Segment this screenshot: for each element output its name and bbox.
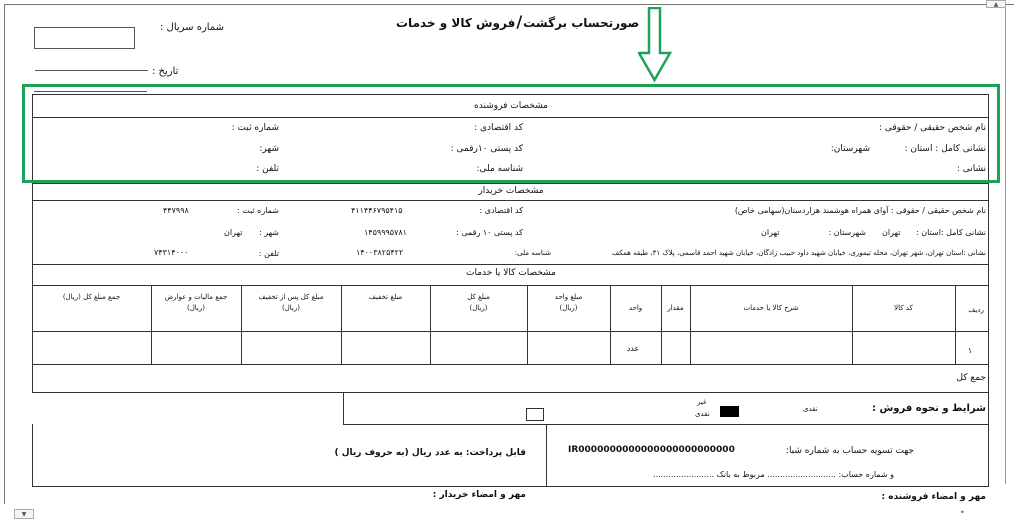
goods-column-header: جمع مبلغ کل (ریال) <box>62 293 121 301</box>
goods-column-header: واحد <box>628 304 643 312</box>
seller-name-label: نام شخص حقیقی / حقوقی : <box>878 123 986 133</box>
buyer-section-title: مشخصات خریدار <box>478 186 544 196</box>
buyer-registration-label: شماره ثبت : <box>236 206 279 215</box>
scroll-up-icon: ▲ <box>993 1 999 8</box>
page-right-border <box>1005 4 1006 484</box>
buyer-address-full-label: نشانی کامل :استان : <box>916 228 986 237</box>
goods-column-header: مبلغ تخفیف <box>368 293 403 301</box>
buyer-top-line <box>32 183 989 184</box>
payment-right-edge <box>988 424 989 486</box>
buyer-city-label: شهر : <box>258 228 279 237</box>
page-top-border <box>4 4 1014 5</box>
buyer-county-label: شهرستان : <box>828 228 866 237</box>
buyer-economic-code-value: ۴۱۱۴۴۶۷۹۵۴۱۵ <box>351 206 403 215</box>
goods-column-header: شرح کالا یا خدمات <box>743 304 799 312</box>
goods-row-number: ۱ <box>967 346 973 355</box>
buyer-phone-value: ۷۴۳۱۴۰۰۰ <box>154 248 189 257</box>
buyer-name-row: نام شخص حقیقی / حقوقی : آوای همراه هوشمند هزاردستان(سهامی خاص) <box>734 206 986 215</box>
buyer-address-value: نشانی :استان تهران، شهر تهران، محله تیموری، خیابان شهید داود حبیب زادگان، خیابان شهید احمد قاسمی، پلاک ۳۱، طبقه همکف <box>612 249 986 257</box>
goods-column-divider <box>852 285 853 365</box>
serial-number-field[interactable] <box>34 27 135 49</box>
cash-label: نقدی <box>803 405 818 413</box>
seller-address-full-label: نشانی کامل : استان : <box>904 144 986 154</box>
date-label: تاریخ : <box>152 66 179 77</box>
goods-column-header: جمع مالیات و عوارض (ریال) <box>164 293 228 312</box>
goods-column-divider <box>955 285 956 365</box>
goods-column-header: مبلغ کل (ریال) <box>467 293 490 312</box>
goods-column-header: مقدار <box>667 304 684 312</box>
buyer-postal-label: کد پستی ۱۰ رقمی : <box>456 228 523 237</box>
goods-column-divider <box>661 285 662 365</box>
buyer-economic-code-label: کد اقتصادی : <box>479 206 523 215</box>
payment-left-edge <box>32 424 33 486</box>
seller-highlight-frame <box>22 84 1000 183</box>
seller-postal-label: کد پستی ۱۰رقمی : <box>450 144 523 154</box>
buyer-phone-label: تلفن : <box>258 249 279 258</box>
seller-section-title: مشخصات فروشنده <box>474 101 548 111</box>
settle-label: جهت تسویه حساب به شماره شبا: <box>785 446 914 456</box>
cash-checkbox-checked[interactable] <box>720 406 739 417</box>
buyer-national-id-value: ۱۴۰۰۳۸۲۵۴۲۲ <box>356 248 404 257</box>
buyer-postal-value: ۱۴۵۹۹۹۵۷۸۱ <box>364 228 407 237</box>
serial-label: شماره سریال : <box>160 22 224 33</box>
account-label: و شماره حساب: ........................... مربوط به بانک ........................ <box>653 470 894 479</box>
seller-registration-label: شماره ثبت : <box>231 123 279 133</box>
goods-title-line <box>32 285 989 286</box>
down-arrow-icon <box>638 7 672 83</box>
non-label: غیر <box>697 398 707 406</box>
buyer-registration-value: ۴۴۷۹۹۸ <box>163 206 189 215</box>
scroll-up-button[interactable] <box>986 0 1006 8</box>
date-line <box>35 70 148 71</box>
buyer-signature-label: مهر و امضاء خریدار : <box>432 490 526 500</box>
non-cash-checkbox[interactable] <box>526 408 544 421</box>
goods-row-bottom-line <box>32 364 989 365</box>
seller-county-label: شهرستان: <box>830 144 870 154</box>
goods-column-divider <box>690 285 691 365</box>
seller-phone-label: تلفن : <box>256 164 279 174</box>
goods-column-header: ردیف <box>968 306 984 314</box>
payable-label: قابل پرداخت: به عدد ریال (به حروف ریال ) <box>334 448 526 458</box>
seller-city-label: شهر: <box>259 144 279 154</box>
buyer-county-value: تهران <box>761 228 780 237</box>
non-cash-label: نقدی <box>695 410 710 418</box>
goods-row-unit: عدد <box>626 344 640 353</box>
terms-left-edge <box>343 392 344 424</box>
slash-mark: / <box>516 12 523 31</box>
payment-bottom-line <box>32 486 989 487</box>
document-title: صورتحساب برگشت/فروش کالا و خدمات <box>396 12 640 31</box>
seller-national-id-label: شناسه ملی: <box>476 164 523 174</box>
scroll-down-button[interactable] <box>14 509 34 519</box>
goods-header-bottom-line <box>32 331 989 332</box>
seller-economic-code-label: کد اقتصادی : <box>474 123 523 133</box>
buyer-province-value: تهران <box>882 228 901 237</box>
seller-address-label: نشانی : <box>956 164 986 174</box>
buyer-title-line <box>32 200 989 201</box>
goods-column-divider <box>610 285 611 365</box>
sale-terms-label: شرایط و نحوه فروش : <box>871 403 986 414</box>
buyer-national-id-label: شناسه ملی: <box>514 249 551 257</box>
terms-right-edge <box>988 392 989 424</box>
goods-total-bottom-line <box>32 392 989 393</box>
page-left-border <box>4 4 5 504</box>
buyer-name-value: آوای همراه هوشمند هزاردستان(سهامی خاص) <box>734 206 889 215</box>
goods-column-header: مبلغ واحد (ریال) <box>554 293 583 312</box>
scroll-down-icon: ▼ <box>21 511 27 518</box>
goods-top-line <box>32 264 989 265</box>
payment-divider <box>546 424 547 486</box>
goods-column-header: مبلغ کل پس از تخفیف (ریال) <box>258 293 324 312</box>
buyer-city-value: تهران <box>224 228 243 237</box>
iban-value: IR0000000000000000000000000 <box>568 445 735 455</box>
goods-column-header: کد کالا <box>894 304 913 312</box>
goods-section-title: مشخصات کالا یا خدمات <box>466 268 556 278</box>
footer-dot: • <box>960 508 965 517</box>
goods-column-divider <box>988 285 989 365</box>
goods-total-label: جمع کل <box>956 373 986 383</box>
seller-signature-label: مهر و امضاء فروشنده : <box>881 492 986 502</box>
terms-bottom-line <box>343 424 989 425</box>
